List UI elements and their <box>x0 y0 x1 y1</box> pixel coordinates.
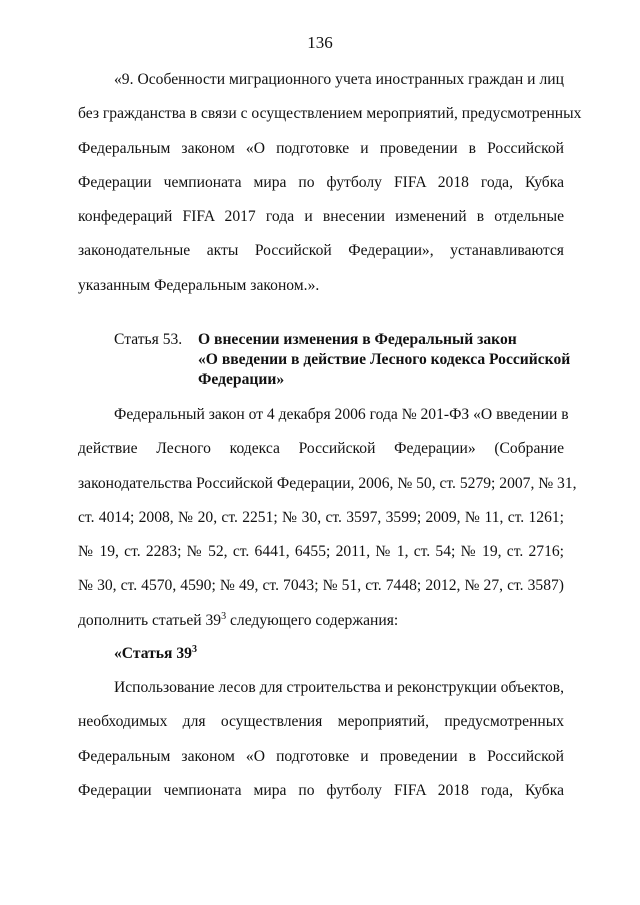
article-body <box>78 398 577 638</box>
article-title-line: «О введении в действие Лесного кодекса Российской <box>198 351 571 368</box>
text-line: указанным Федеральным законом.». <box>78 276 320 294</box>
new-article-heading <box>114 637 197 671</box>
text-line: действие Лесного кодекса Российской Федерации» (Собрание <box>78 440 564 458</box>
text-line: Федерации чемпионата мира по футболу FIFA 2018 года, Кубка <box>78 173 564 191</box>
text-line: Федеральным законом «О подготовке и проведении в Российской <box>78 747 564 765</box>
article-label: Статья 53. <box>114 331 183 348</box>
superscript: 3 <box>221 610 227 622</box>
text-line: «9. Особенности миграционного учета иностранных граждан и лиц <box>114 71 564 88</box>
text-line: № 30, ст. 4570, 4590; № 49, ст. 7043; № 51, ст. 7448; 2012, № 27, ст. 3587) <box>78 577 564 595</box>
superscript: 3 <box>191 644 197 655</box>
article-heading <box>114 330 584 390</box>
text-line: Федеральный закон от 4 декабря 2006 года № 201-ФЗ «О введении в <box>114 406 569 423</box>
text-line: без гражданства в связи с осуществлением мероприятий, предусмотренных <box>78 105 582 123</box>
text-line: ст. 4014; 2008, № 20, ст. 2251; № 30, ст. 3597, 3599; 2009, № 11, ст. 1261; <box>78 508 564 526</box>
supplement-text: дополнить статьей 39 <box>78 611 222 629</box>
article-title-line: О внесении изменения в Федеральный закон <box>198 331 517 348</box>
page-number: 136 <box>307 33 333 52</box>
supplement-text-end: следующего содержания: <box>226 611 399 629</box>
text-line: Федерации чемпионата мира по футболу FIFA 2018 года, Кубка <box>78 781 564 799</box>
text-line: законодательства Российской Федерации, 2006, № 50, ст. 5279; 2007, № 31, <box>78 474 577 492</box>
text-line: законодательные акты Российской Федерации», устанавливаются <box>78 242 564 260</box>
article-title <box>198 330 570 390</box>
new-article-body <box>78 671 564 808</box>
new-article-label: «Статья 39 <box>114 645 192 662</box>
article-title-line: Федерации» <box>198 371 285 388</box>
paragraph-9 <box>78 63 582 303</box>
text-line: Использование лесов для строительства и реконструкции объектов, <box>114 679 564 696</box>
text-line: конфедераций FIFA 2017 года и внесении изменений в отдельные <box>78 208 564 226</box>
text-line: необходимых для осуществления мероприятий, предусмотренных <box>78 713 564 731</box>
text-line: Федеральным законом «О подготовке и проведении в Российской <box>78 139 564 157</box>
supplement-line <box>78 604 564 638</box>
text-line: № 19, ст. 2283; № 52, ст. 6441, 6455; 2011, № 1, ст. 54; № 19, ст. 2716; <box>78 543 564 561</box>
